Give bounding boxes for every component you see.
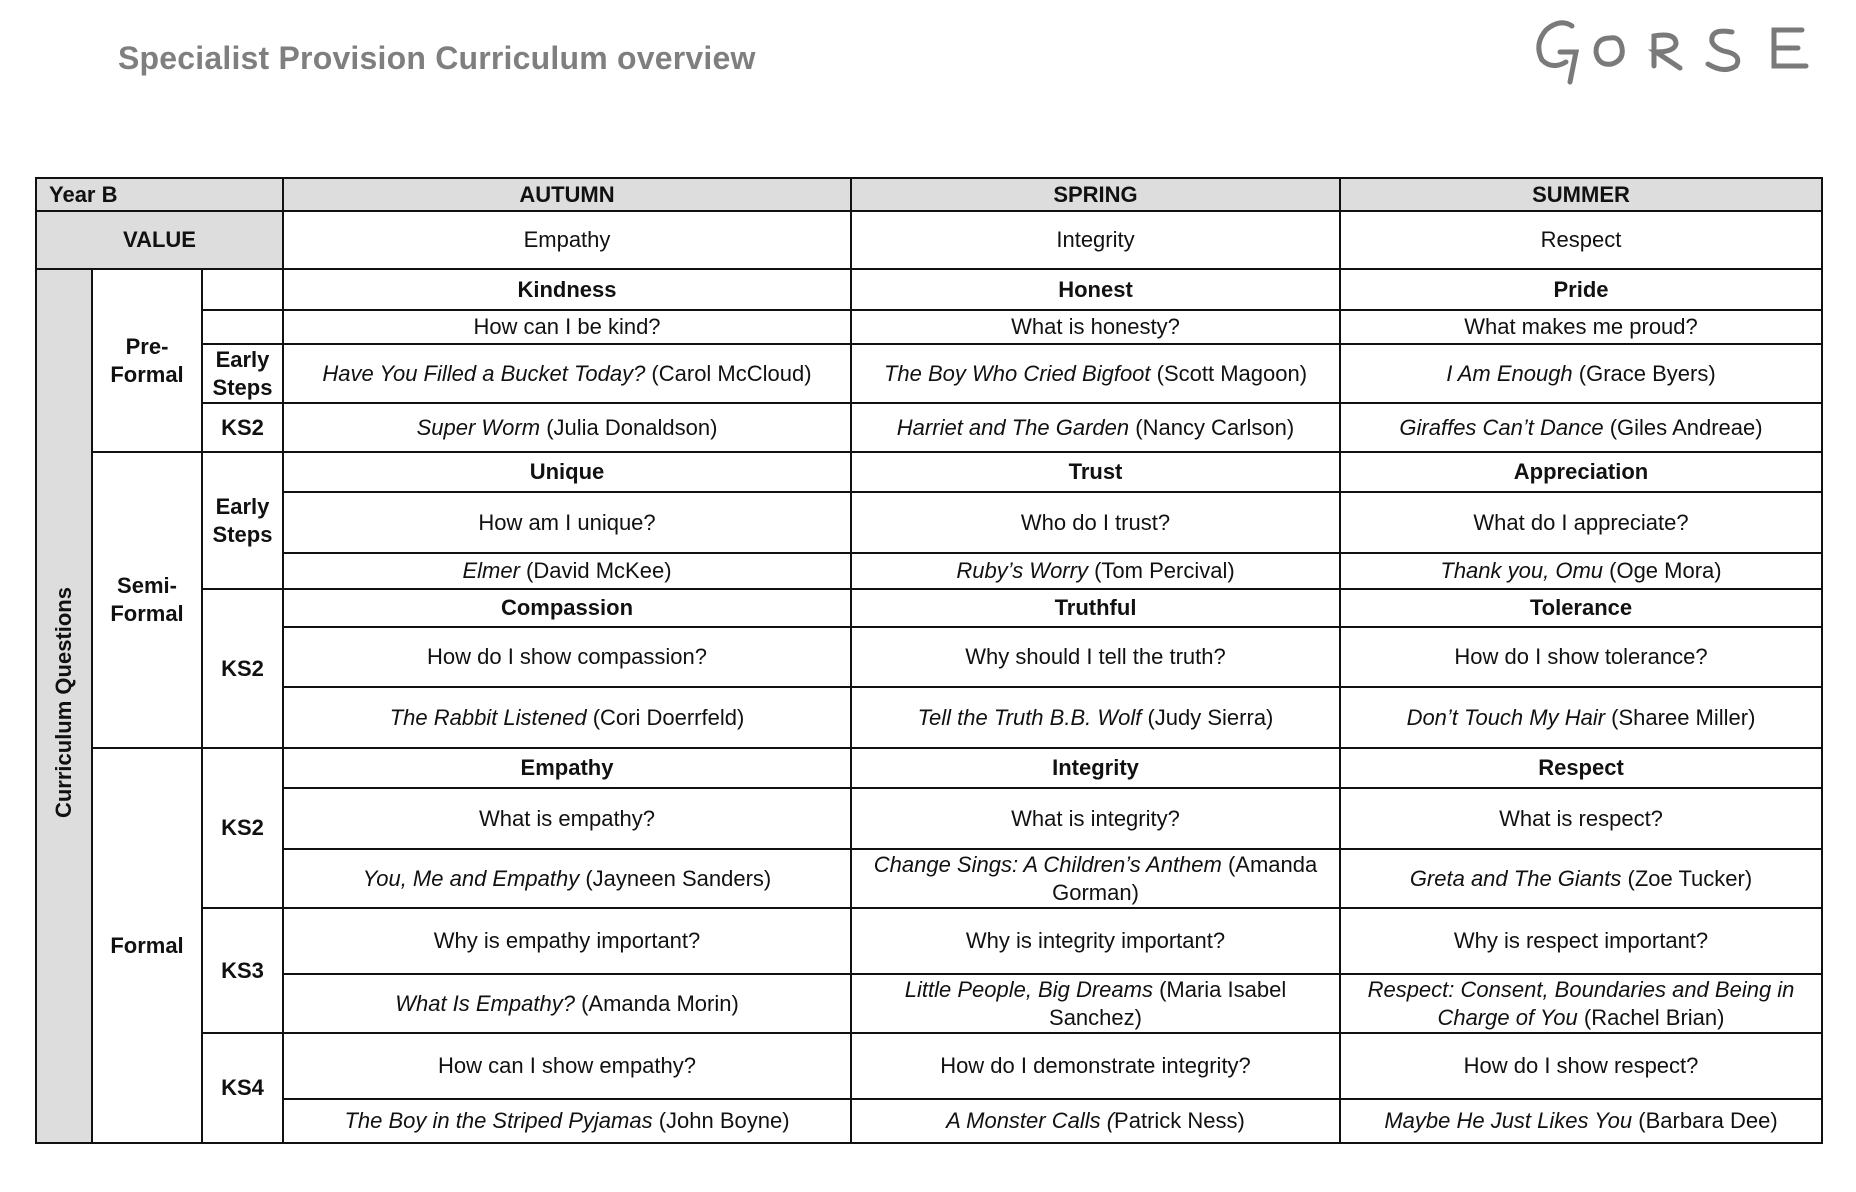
book-title: I Am Enough xyxy=(1446,360,1573,386)
book-author: (John Boyne) xyxy=(652,1108,790,1133)
book-author: (Julia Donaldson) xyxy=(540,414,718,440)
level-formal: Formal xyxy=(92,748,202,1143)
book-title: Don’t Touch My Hair xyxy=(1406,704,1606,730)
theme-cell: Appreciation xyxy=(1340,452,1822,492)
book-cell xyxy=(283,974,851,1033)
book-title: Greta and The Giants xyxy=(1409,865,1622,891)
book-author: (Oge Mora) xyxy=(1603,558,1722,583)
table-row xyxy=(36,452,1822,492)
book-title: What Is Empathy? xyxy=(395,990,575,1016)
theme-cell: Compassion xyxy=(283,589,851,627)
book-author: (Tom Percival) xyxy=(1087,558,1235,583)
table-row xyxy=(36,687,1822,748)
book-title: Harriet and The Garden xyxy=(896,414,1130,440)
book-cell xyxy=(1340,687,1822,748)
stage-ks2: KS2 xyxy=(202,403,283,452)
table-row xyxy=(36,974,1822,1033)
question-cell: Why is respect important? xyxy=(1340,908,1822,974)
book-cell xyxy=(1340,403,1822,452)
table-row xyxy=(36,908,1822,974)
page-title: Specialist Provision Curriculum overview xyxy=(118,40,756,76)
book-author: (Carol McCloud) xyxy=(645,360,812,386)
theme-cell: Trust xyxy=(851,452,1340,492)
book-author: (Maria Isabel Sanchez) xyxy=(1049,976,1287,1030)
book-author: (Zoe Tucker) xyxy=(1621,865,1753,891)
book-cell xyxy=(283,403,851,452)
book-cell xyxy=(851,403,1340,452)
book-cell xyxy=(851,1099,1340,1143)
question-cell: How do I demonstrate integrity? xyxy=(851,1033,1340,1099)
theme-cell: Integrity xyxy=(851,748,1340,788)
book-title: Giraffes Can’t Dance xyxy=(1399,414,1604,440)
table-row xyxy=(36,627,1822,687)
term-autumn: AUTUMN xyxy=(283,178,851,211)
question-cell: What is honesty? xyxy=(851,310,1340,344)
question-cell: How do I show tolerance? xyxy=(1340,627,1822,687)
book-cell xyxy=(851,344,1340,403)
value-cell: Integrity xyxy=(851,211,1340,269)
table-row xyxy=(36,788,1822,849)
table-row xyxy=(36,403,1822,452)
question-cell: How can I show empathy? xyxy=(283,1033,851,1099)
book-author: (Judy Sierra) xyxy=(1141,704,1274,730)
stage-early-steps: Early Steps xyxy=(202,344,283,403)
book-author: (Amanda Morin) xyxy=(574,990,739,1016)
book-cell xyxy=(283,849,851,908)
level-semi-formal: Semi-Formal xyxy=(92,452,202,748)
curriculum-questions-label xyxy=(36,269,92,1143)
book-author: (Grace Byers) xyxy=(1572,360,1716,386)
book-cell xyxy=(1340,974,1822,1033)
question-cell: What do I appreciate? xyxy=(1340,492,1822,553)
table-row xyxy=(36,344,1822,403)
question-cell: Why is empathy important? xyxy=(283,908,851,974)
theme-cell: Kindness xyxy=(283,269,851,310)
theme-cell: Respect xyxy=(1340,748,1822,788)
book-title: Respect: Consent, Boundaries and Being in Charge of You xyxy=(1367,976,1795,1030)
theme-cell: Empathy xyxy=(283,748,851,788)
book-cell xyxy=(283,1099,851,1143)
question-cell: How do I show respect? xyxy=(1340,1033,1822,1099)
book-author: (David McKee) xyxy=(519,558,672,583)
term-spring: SPRING xyxy=(851,178,1340,211)
book-author: (Cori Doerrfeld) xyxy=(586,704,745,730)
book-author: (Rachel Brian) xyxy=(1577,1004,1725,1030)
book-title: Ruby’s Worry xyxy=(956,558,1088,583)
question-cell: How can I be kind? xyxy=(283,310,851,344)
gorse-logo xyxy=(1520,8,1840,88)
term-header-row xyxy=(36,178,1822,211)
stage-ks2: KS2 xyxy=(202,589,283,748)
book-cell xyxy=(1340,344,1822,403)
blank-cell xyxy=(202,269,283,310)
theme-cell: Tolerance xyxy=(1340,589,1822,627)
table-row xyxy=(36,849,1822,908)
book-author: (Nancy Carlson) xyxy=(1129,414,1295,440)
book-title: Thank you, Omu xyxy=(1440,558,1604,583)
book-cell xyxy=(851,974,1340,1033)
value-label: VALUE xyxy=(36,211,283,269)
theme-cell: Pride xyxy=(1340,269,1822,310)
table-row xyxy=(36,310,1822,344)
year-label: Year B xyxy=(36,178,283,211)
table-row xyxy=(36,492,1822,553)
question-cell: Why should I tell the truth? xyxy=(851,627,1340,687)
book-title: Change Sings: A Children’s Anthem xyxy=(873,851,1222,877)
book-author: (Sharee Miller) xyxy=(1605,704,1756,730)
question-cell: How am I unique? xyxy=(283,492,851,553)
table-row xyxy=(36,589,1822,627)
book-title: You, Me and Empathy xyxy=(362,865,580,891)
level-pre-formal: Pre-Formal xyxy=(92,269,202,452)
book-author: (Barbara Dee) xyxy=(1632,1108,1778,1133)
stage-early-steps: Early Steps xyxy=(202,452,283,589)
book-title: Little People, Big Dreams xyxy=(904,976,1153,1002)
table-row xyxy=(36,1099,1822,1143)
theme-cell: Truthful xyxy=(851,589,1340,627)
table-row xyxy=(36,553,1822,589)
value-cell: Empathy xyxy=(283,211,851,269)
question-cell: What is integrity? xyxy=(851,788,1340,849)
book-author: (Scott Magoon) xyxy=(1150,360,1308,386)
book-cell xyxy=(283,344,851,403)
book-cell xyxy=(851,687,1340,748)
book-title: A Monster Calls ( xyxy=(946,1108,1115,1133)
stage-ks3: KS3 xyxy=(202,908,283,1033)
book-title: Tell the Truth B.B. Wolf xyxy=(917,704,1142,730)
term-summer: SUMMER xyxy=(1340,178,1822,211)
question-cell: What is empathy? xyxy=(283,788,851,849)
book-title: Elmer xyxy=(462,558,520,583)
book-author: (Amanda Gorman) xyxy=(1052,851,1318,905)
book-title: Have You Filled a Bucket Today? xyxy=(322,360,646,386)
book-title: The Boy Who Cried Bigfoot xyxy=(883,360,1151,386)
curriculum-table xyxy=(35,177,1823,1144)
book-title: Super Worm xyxy=(416,414,541,440)
book-author: Patrick Ness) xyxy=(1114,1108,1245,1133)
book-cell xyxy=(283,553,851,589)
book-author: (Jayneen Sanders) xyxy=(579,865,772,891)
stage-ks2: KS2 xyxy=(202,748,283,908)
theme-cell: Honest xyxy=(851,269,1340,310)
book-cell xyxy=(1340,553,1822,589)
book-title: The Boy in the Striped Pyjamas xyxy=(344,1108,653,1133)
theme-cell: Unique xyxy=(283,452,851,492)
question-cell: What makes me proud? xyxy=(1340,310,1822,344)
book-title: The Rabbit Listened xyxy=(389,704,587,730)
question-cell: Why is integrity important? xyxy=(851,908,1340,974)
book-cell xyxy=(1340,1099,1822,1143)
book-cell xyxy=(1340,849,1822,908)
book-cell xyxy=(283,687,851,748)
book-cell xyxy=(851,553,1340,589)
question-cell: Who do I trust? xyxy=(851,492,1340,553)
table-row xyxy=(36,1033,1822,1099)
value-cell: Respect xyxy=(1340,211,1822,269)
blank-cell xyxy=(202,310,283,344)
question-cell: What is respect? xyxy=(1340,788,1822,849)
book-cell xyxy=(851,849,1340,908)
question-cell: How do I show compassion? xyxy=(283,627,851,687)
table-row xyxy=(36,748,1822,788)
stage-ks4: KS4 xyxy=(202,1033,283,1143)
table-row xyxy=(36,269,1822,310)
side-label-text: Curriculum Questions xyxy=(51,586,76,819)
book-author: (Giles Andreae) xyxy=(1603,414,1763,440)
value-row xyxy=(36,211,1822,269)
book-title: Maybe He Just Likes You xyxy=(1384,1108,1633,1133)
